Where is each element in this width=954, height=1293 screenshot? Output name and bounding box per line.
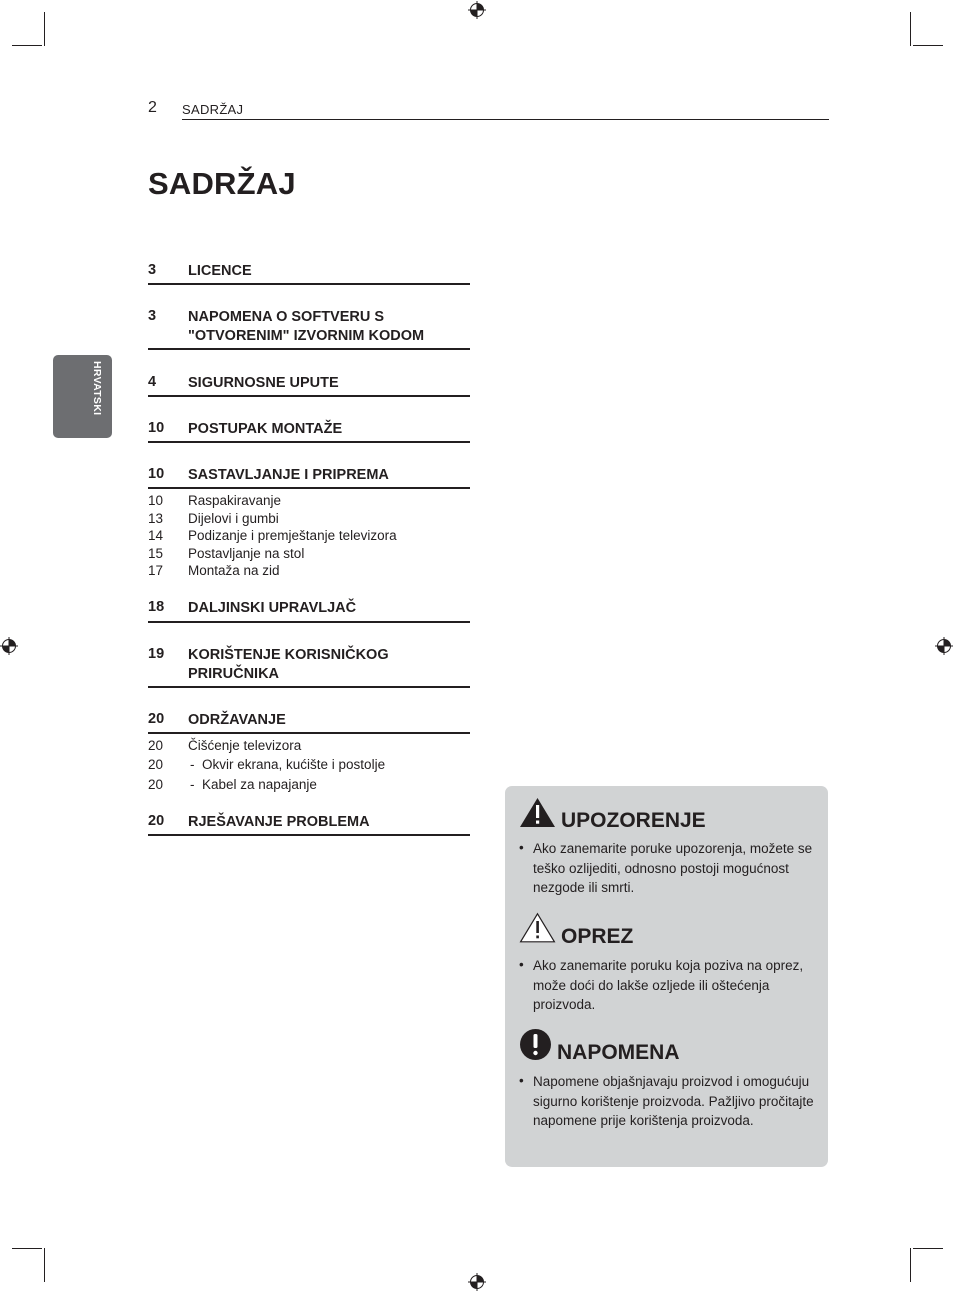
toc-subitem-title: Podizanje i premještanje televizora: [188, 528, 397, 543]
toc-dash: -: [190, 757, 195, 772]
registration-mark-icon: [935, 637, 953, 655]
toc-section-title: SASTAVLJANJE I PRIPREMA: [188, 467, 389, 483]
toc-rule: [148, 487, 470, 489]
toc-rule: [148, 834, 470, 836]
toc-subitem-title: Montaža na zid: [188, 563, 280, 578]
crop-mark: [913, 45, 943, 46]
toc-section-title: DALJINSKI UPRAVLJAČ: [188, 600, 357, 616]
toc-section-title: ODRŽAVANJE: [188, 712, 286, 728]
toc-section-title: KORIŠTENJE KORISNIČKOG PRIRUČNIKA: [188, 647, 389, 682]
toc-page-number: 20: [148, 813, 165, 829]
toc-page-number: 10: [148, 493, 164, 508]
bullet: •: [519, 1073, 524, 1088]
language-tab-label: HRVATSKI: [91, 361, 103, 416]
toc-rule: [148, 686, 470, 688]
crop-mark: [12, 1248, 42, 1249]
toc-page-number: 20: [148, 738, 164, 753]
toc-page-number: 20: [148, 711, 165, 727]
notice-heading-caution: OPREZ: [561, 925, 634, 948]
toc-subitem-title: Kabel za napajanje: [202, 777, 317, 792]
warning-filled-triangle-icon: [519, 797, 556, 828]
toc-page-number: 20: [148, 777, 164, 792]
notice-text-caution: Ako zanemarite poruku koja poziva na oprez, može doći do lakše ozljede ili oštećenja proizvoda.: [533, 958, 804, 1012]
toc-section-title: SIGURNOSNE UPUTE: [188, 375, 339, 391]
toc-page-number: 19: [148, 646, 165, 662]
notice-heading-note: NAPOMENA: [557, 1041, 680, 1064]
bullet: •: [519, 840, 524, 855]
page-title: SADRŽAJ: [148, 166, 296, 201]
crop-mark: [910, 1248, 911, 1282]
crop-mark: [44, 1248, 45, 1282]
crop-mark: [44, 12, 45, 46]
toc-dash: -: [190, 777, 195, 792]
registration-mark-icon: [468, 1, 486, 19]
toc-page-number: 17: [148, 563, 164, 578]
registration-mark-icon: [468, 1273, 486, 1291]
crop-mark: [12, 45, 42, 46]
page-number: 2: [148, 99, 157, 116]
toc-subitem-title: Raspakiravanje: [188, 493, 282, 508]
registration-mark-icon: [0, 637, 18, 655]
bullet: •: [519, 957, 524, 972]
toc-page-number: 10: [148, 466, 165, 482]
toc-section-title: LICENCE: [188, 263, 252, 279]
language-tab: [53, 355, 112, 438]
toc-page-number: 13: [148, 511, 164, 526]
toc-rule: [148, 441, 470, 443]
toc-page-number: 15: [148, 546, 164, 561]
toc-page-number: 14: [148, 528, 164, 543]
notice-text-note: Napomene objašnjavaju proizvod i omogućuju sigurno korištenje proizvoda. Pažljivo pročitajte napomene prije korištenja proizvoda.: [533, 1074, 814, 1128]
toc-subitem-title: Čišćenje televizora: [188, 738, 302, 753]
toc-page-number: 3: [148, 308, 157, 324]
toc-rule: [148, 348, 470, 350]
toc-rule: [148, 621, 470, 623]
notice-text-warning: Ako zanemarite poruke upozorenja, možete se teško ozlijediti, odnosno postoji mogućnost nezgode ili smrti.: [533, 841, 813, 895]
notice-heading-warning: UPOZORENJE: [561, 809, 706, 832]
toc-section-title: POSTUPAK MONTAŽE: [188, 421, 343, 437]
toc-page-number: 18: [148, 599, 165, 615]
toc-subitem-title: Postavljanje na stol: [188, 546, 305, 561]
toc-rule: [148, 732, 470, 734]
note-exclamation-circle-icon: [519, 1028, 552, 1061]
toc-page-number: 4: [148, 374, 157, 390]
crop-mark: [913, 1248, 943, 1249]
toc-section-title: NAPOMENA O SOFTVERU S "OTVORENIM" IZVORNIM KODOM: [188, 309, 425, 344]
toc-rule: [148, 283, 470, 285]
toc-page-number: 20: [148, 757, 164, 772]
toc-subitem-title: Dijelovi i gumbi: [188, 511, 279, 526]
toc-page-number: 10: [148, 420, 165, 436]
caution-outline-triangle-icon: [519, 912, 556, 943]
header-rule: [182, 119, 829, 120]
toc-page-number: 3: [148, 262, 157, 278]
running-header-title: SADRŽAJ: [182, 102, 244, 117]
crop-mark: [910, 12, 911, 46]
toc-rule: [148, 395, 470, 397]
toc-section-title: RJEŠAVANJE PROBLEMA: [188, 814, 370, 830]
notice-box: [505, 786, 828, 1167]
toc-subitem-title: Okvir ekrana, kućište i postolje: [202, 757, 386, 772]
